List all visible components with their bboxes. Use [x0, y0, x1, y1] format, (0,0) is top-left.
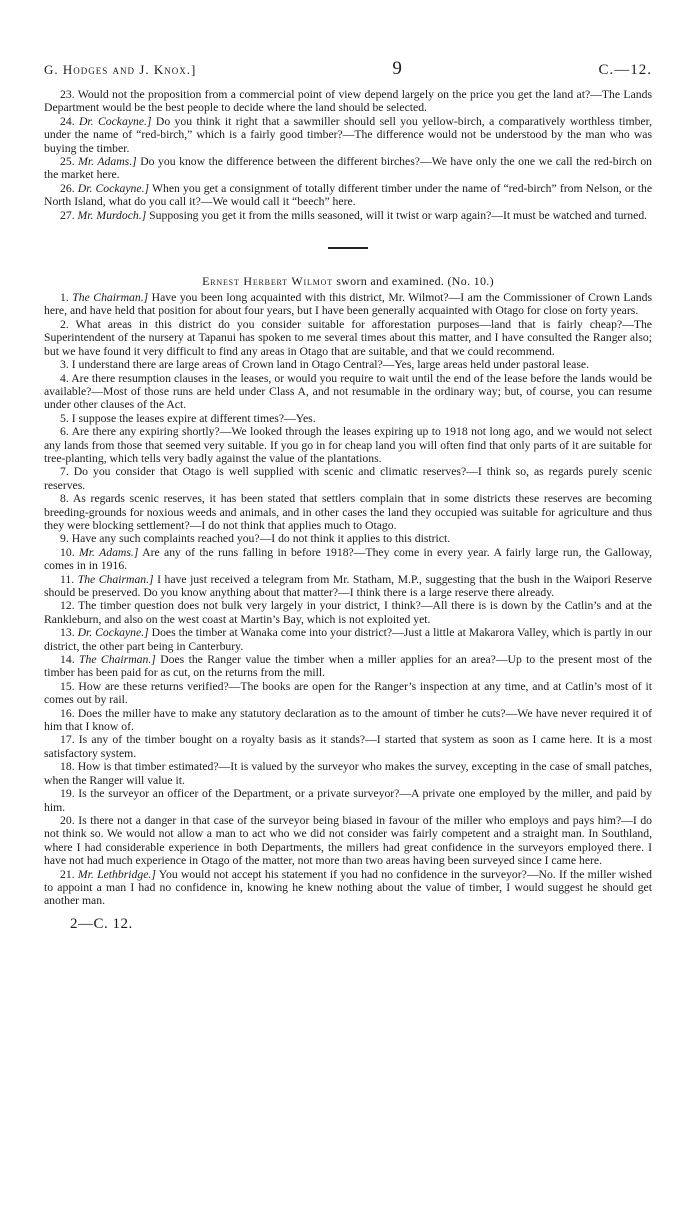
question-text: Is there not a danger in that case of the surveyor being biased in favour of the miller who employs and pays him?—I do not think so. We would not allow a man to act who we did not consider was fairly competent and a straight man. In Southland, where I had considerable experience in both Departments, the millers had great confidence in the surveyors employed there. I have not had much experience in Otago of the matter, not more than two areas having been surveyed since I came here.	[44, 813, 653, 868]
witness-heading	[44, 274, 652, 289]
question-paragraph	[44, 814, 652, 868]
question-number: 19.	[60, 787, 75, 801]
question-number: 11.	[60, 572, 75, 586]
question-number: 26.	[60, 181, 75, 195]
question-text: I suppose the leases expire at different times?—Yes.	[71, 411, 316, 425]
question-text: What areas in this district do you consider suitable for afforestation purposes—land that is fairly cheap?—The Superintendent of the nursery at Tapanui has spoken to me several times about this matter, and I have consulted the Ranger also; but we have found it very difficult to find any areas in Otago that are suitable, and that we could recommend.	[44, 317, 652, 358]
question-paragraph	[44, 733, 652, 760]
section-divider	[328, 247, 368, 249]
witness-heading-rest: sworn and examined. (No. 10.)	[336, 274, 494, 289]
question-paragraph	[44, 546, 652, 573]
question-number: 9.	[60, 532, 69, 546]
question-text: Are there resumption clauses in the leases, or would you require to wait until the end of the lease before the lands would be available?—Most of those runs are held under Class A, and not resumable in the ordinary way; but, of course, you can resume under other clauses of the Act.	[44, 371, 652, 412]
question-paragraph	[44, 868, 652, 908]
page-header	[44, 58, 652, 80]
question-text: Would not the proposition from a commercial point of view depend largely on the price you get the land at?—The Lands Department would be the best people to decide where the land should be selected.	[44, 88, 652, 115]
question-number: 12.	[60, 599, 75, 613]
speaker-name: Dr. Cockayne.]	[77, 626, 149, 640]
speaker-name: Mr. Adams.]	[79, 545, 139, 559]
question-text: Is any of the timber bought on a royalty basis as it stands?—I started that system as soon as I came here. It is a most satisfactory system.	[44, 733, 652, 760]
page-signature: 2—C. 12.	[70, 915, 133, 932]
witness-name: Ernest Herbert Wilmot	[202, 274, 333, 289]
question-text: Does the timber at Wanaka come into your district?—Just a little at Makarora Valley, which is partly in our district, the other part being in Canterbury.	[44, 626, 653, 653]
question-text: The timber question does not bulk very largely in your district, I think?—All there is is down by the Catlin’s and at the Rankleburn, and also on the west coast at Martin’s Bay, which is not exploited yet.	[44, 599, 652, 626]
evidence-section-previous	[44, 88, 652, 222]
question-number: 6.	[60, 425, 69, 439]
question-paragraph	[44, 372, 652, 412]
question-paragraph	[44, 653, 652, 680]
question-number: 18.	[60, 760, 75, 774]
speaker-name: Mr. Murdoch.]	[77, 208, 147, 222]
question-number: 17.	[60, 733, 75, 747]
question-number: 1.	[60, 291, 69, 305]
question-paragraph	[44, 88, 652, 115]
question-number: 20.	[60, 813, 75, 827]
question-number: 24.	[60, 114, 75, 128]
question-paragraph	[44, 760, 652, 787]
question-number: 7.	[60, 465, 69, 479]
question-paragraph	[44, 680, 652, 707]
page-number: 9	[392, 58, 403, 79]
question-text: Have any such complaints reached you?—I do not think it applies to this district.	[71, 532, 451, 546]
question-text: Are any of the runs falling in before 1918?—They come in every year. A fairly large run, the Galloway, comes in in 1916.	[44, 545, 653, 573]
question-paragraph	[44, 425, 652, 465]
question-paragraph	[44, 532, 652, 545]
speaker-name: Mr. Adams.]	[78, 155, 137, 169]
question-paragraph	[44, 358, 652, 371]
question-paragraph	[44, 182, 652, 209]
question-text: Are there any expiring shortly?—We looked through the leases expiring up to 1918 not long ago, and we would not select any lands from those that seemed very suitable. If you go in for cheap land you will often find that only parts of it are suitable for tree-planting, which tells very badly against the value of the plantations.	[44, 425, 652, 465]
question-text: Have you been long acquainted with this district, Mr. Wilmot?—I am the Commissioner of Crown Lands here, and have held that position for about four years, but I have been generally acquainted with Otago for close on forty years.	[44, 291, 652, 318]
question-paragraph	[44, 318, 652, 358]
document-page	[44, 58, 652, 933]
question-paragraph	[44, 492, 652, 532]
question-number: 5.	[60, 411, 69, 425]
question-text: Does the miller have to make any statutory declaration as to the amount of timber he cuts?—We have never required it of him that I know of.	[44, 706, 653, 734]
question-number: 3.	[60, 358, 69, 372]
question-number: 23.	[60, 88, 75, 101]
question-text: When you get a consignment of totally different timber under the name of “red-birch” from Nelson, or the North Island, what do you call it?—We would call it “beech” here.	[44, 181, 653, 209]
question-number: 14.	[60, 653, 75, 667]
question-paragraph	[44, 707, 652, 734]
question-number: 2.	[60, 317, 69, 331]
question-text: Do you think it right that a sawmiller should sell you yellow-birch, a comparatively worthless timber, under the name of “red-birch,” which is a fairly good timber?—The difference would not be understood by the man who was buying the timber.	[44, 114, 653, 155]
question-number: 16.	[60, 706, 75, 720]
question-text: I understand there are large areas of Crown land in Otago Central?—Yes, large areas held under pastoral lease.	[71, 358, 589, 372]
question-text: Supposing you get it from the mills seasoned, will it twist or warp again?—It must be watched and turned.	[149, 208, 648, 222]
question-text: Is the surveyor an officer of the Department, or a private surveyor?—A private one employed by the miller, and paid by him.	[44, 787, 653, 814]
question-text: How are these returns verified?—The books are open for the Ranger’s inspection at any time, and at Catlin’s most of it comes out by rail.	[44, 679, 652, 707]
question-number: 4.	[60, 371, 69, 385]
speaker-name: Dr. Cockayne.]	[77, 181, 150, 195]
question-number: 25.	[60, 155, 75, 169]
speaker-name: The Chairman.]	[79, 653, 156, 667]
question-number: 21.	[60, 867, 75, 881]
speaker-name: Dr. Cockayne.]	[78, 114, 152, 128]
question-paragraph	[44, 599, 652, 626]
question-number: 15.	[60, 679, 75, 693]
speaker-name: The Chairman.]	[72, 291, 149, 305]
question-paragraph	[44, 787, 652, 814]
question-paragraph	[44, 465, 652, 492]
question-text: I have just received a telegram from Mr. Statham, M.P., suggesting that the bush in the Waipori Reserve should be preserved. Do you know anything about that matter?—I think there is a large reserve there already.	[44, 572, 652, 599]
question-number: 27.	[60, 208, 75, 222]
question-text: As regards scenic reserves, it has been stated that settlers complain that in some districts these reserves are becoming breeding-grounds for noxious weeds and animals, and in other cases the land they occupied was suitable for agriculture and thus they were blocking settlement?—I do not think that applies much to Otago.	[44, 492, 653, 532]
question-text: You would not accept his statement if you had no confidence in the surveyor?—No. If the miller wished to appoint a man I had no confidence in, knowing he knew nothing about the value of timber, I would suggest he should get another man.	[44, 867, 652, 908]
question-paragraph	[44, 291, 652, 318]
question-paragraph	[44, 412, 652, 425]
question-number: 13.	[60, 626, 75, 640]
question-paragraph	[44, 573, 652, 600]
question-text: How is that timber estimated?—It is valued by the surveyor who makes the survey, excepting in the case of small patches, when the Ranger will value it.	[44, 760, 653, 787]
paper-reference: C.—12.	[598, 62, 652, 78]
header-witnesses: G. Hodges and J. Knox.]	[44, 62, 197, 77]
question-paragraph	[44, 626, 652, 653]
speaker-name: The Chairman.]	[77, 572, 154, 586]
evidence-section-wilmot	[44, 291, 652, 908]
question-paragraph	[44, 209, 652, 222]
question-paragraph	[44, 155, 652, 182]
speaker-name: Mr. Lethbridge.]	[77, 867, 156, 881]
question-number: 10.	[60, 545, 75, 559]
question-number: 8.	[60, 492, 69, 506]
question-text: Do you know the difference between the different birches?—We have only the one we call the red-birch on the market here.	[44, 155, 653, 182]
question-text: Does the Ranger value the timber when a miller applies for an area?—Up to the present most of the timber has been paid for as cut, on the returns from the mill.	[44, 653, 652, 680]
question-text: Do you consider that Otago is well supplied with scenic and climatic reserves?—I think so, as regards purely scenic reserves.	[44, 465, 653, 492]
question-paragraph	[44, 115, 652, 155]
